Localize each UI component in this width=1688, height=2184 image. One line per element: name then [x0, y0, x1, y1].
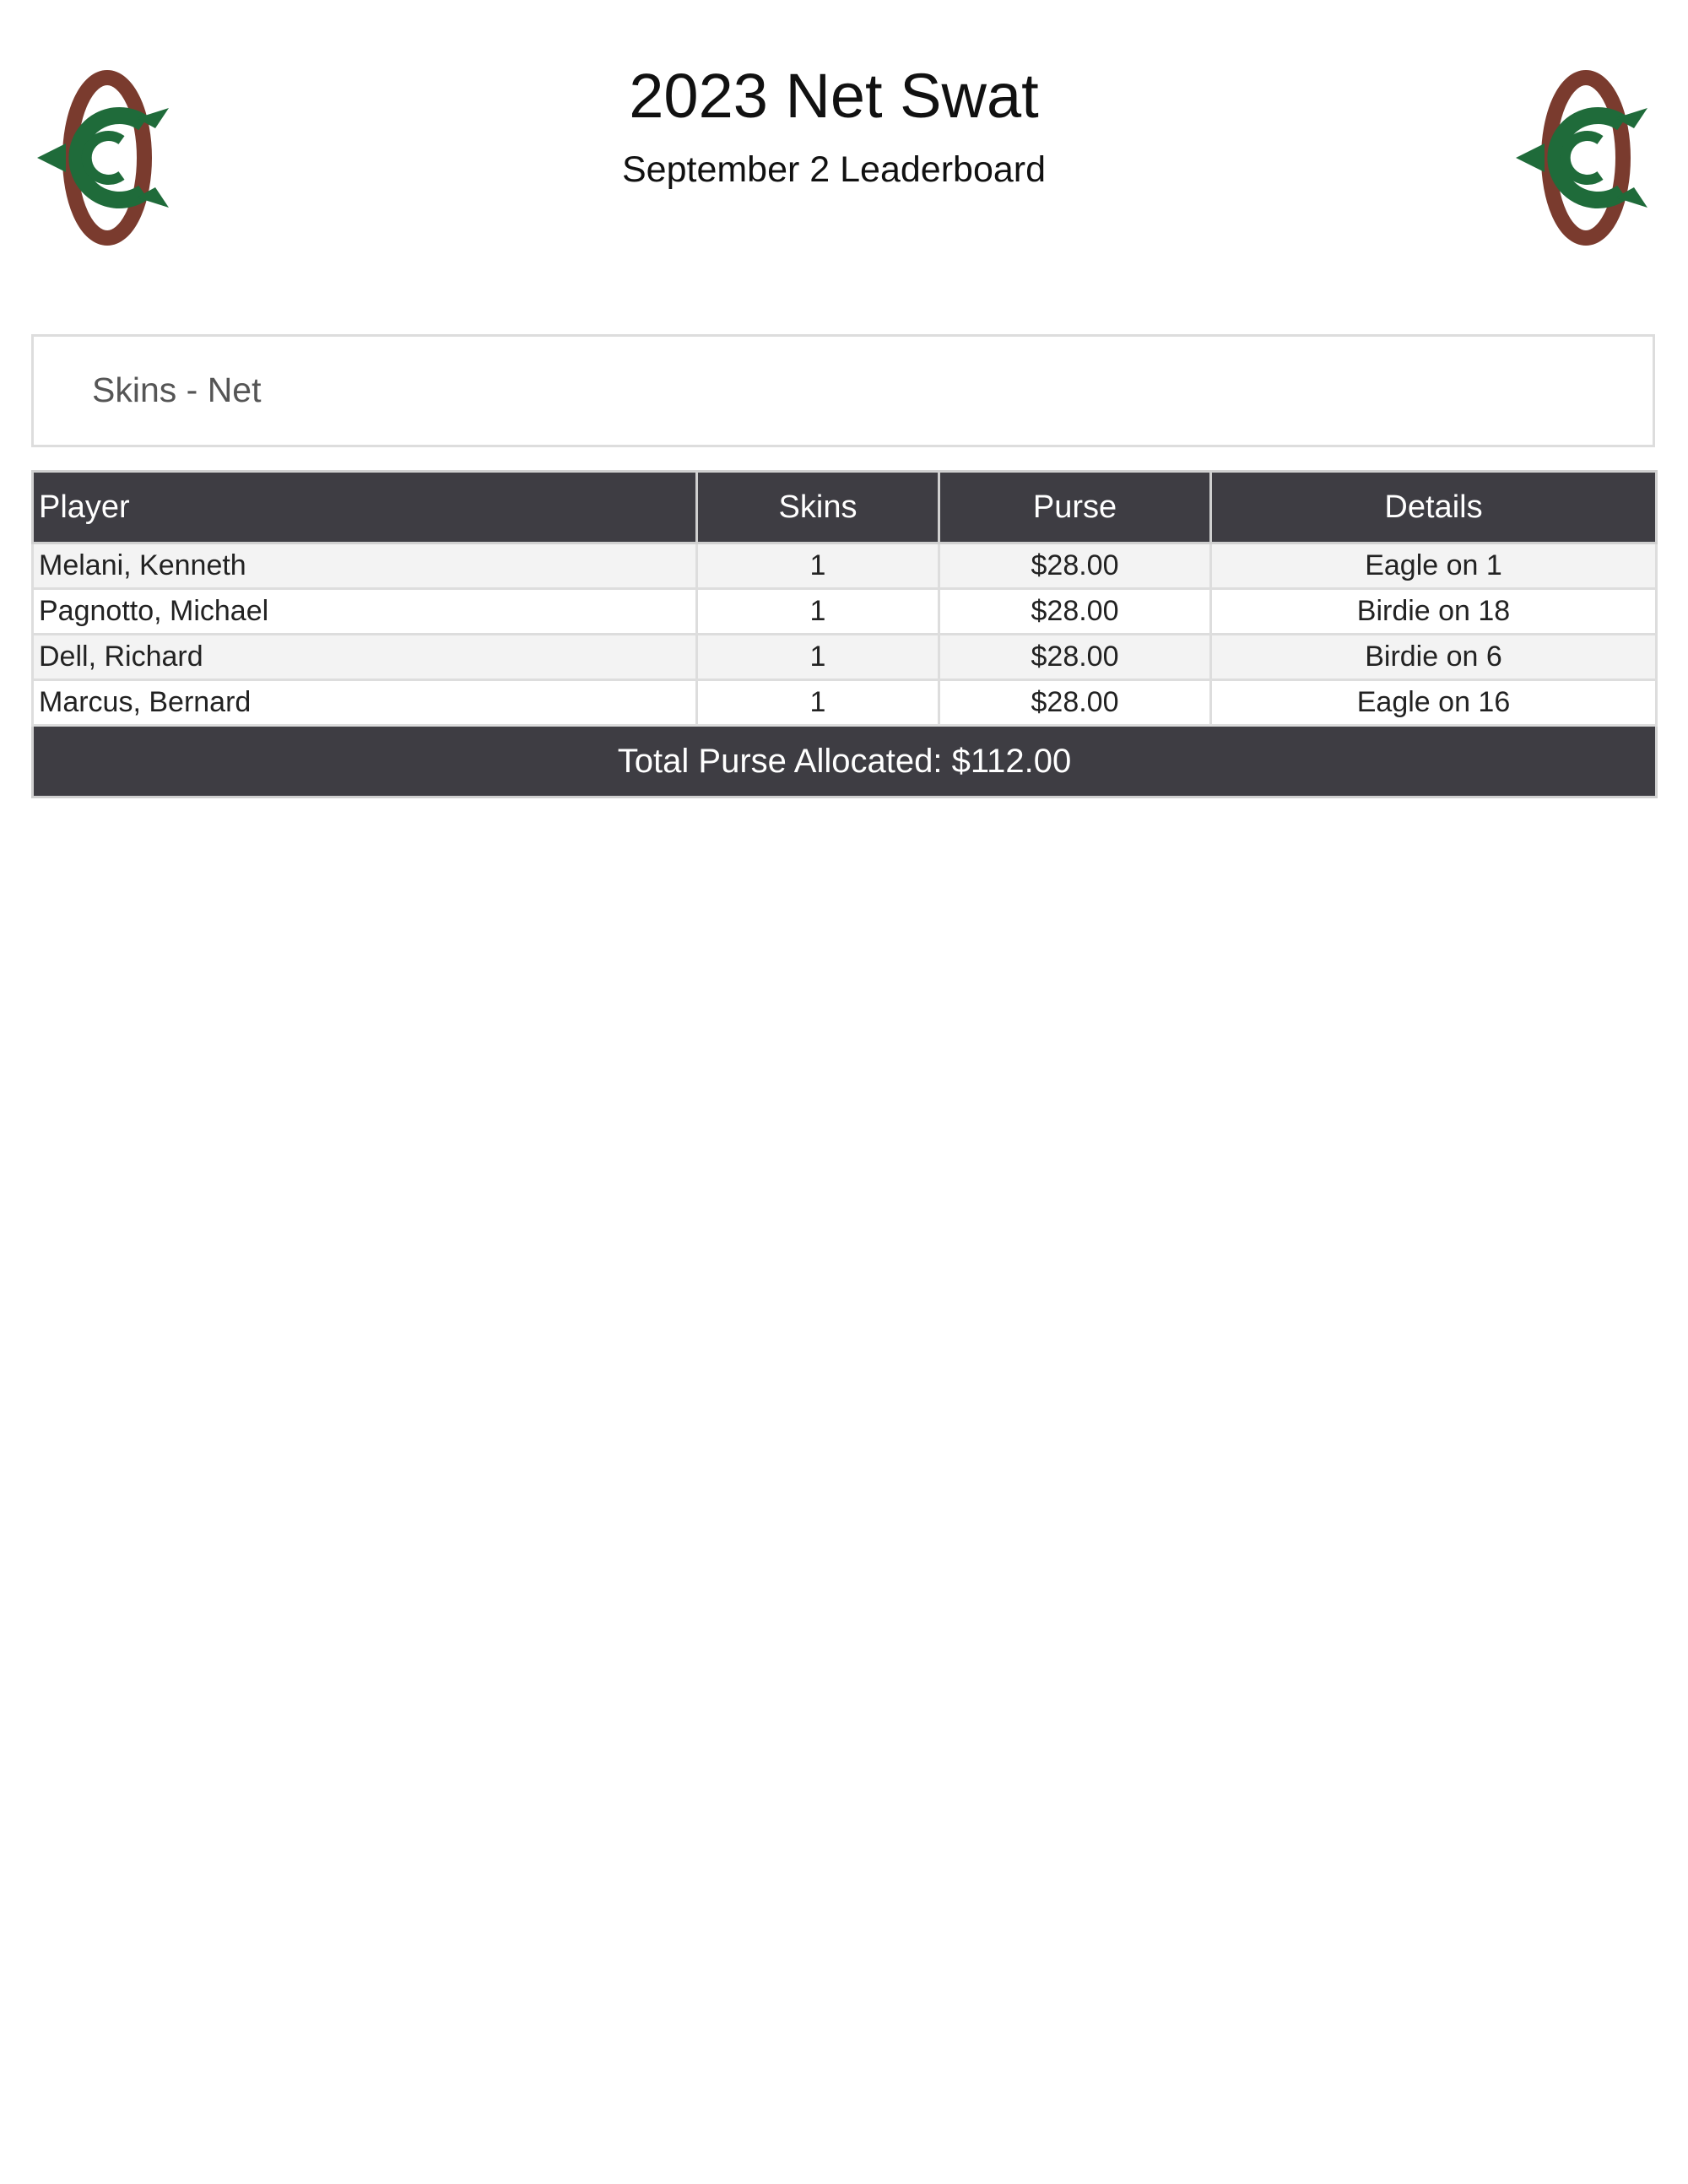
- player-name: Pagnotto, Michael: [33, 589, 697, 635]
- player-name: Melani, Kenneth: [33, 543, 697, 589]
- purse-amount: $28.00: [939, 589, 1211, 635]
- page-title: 2023 Net Swat: [629, 61, 1039, 131]
- table-row: [33, 635, 1657, 680]
- purse-amount: $28.00: [939, 543, 1211, 589]
- purse-amount: $28.00: [939, 680, 1211, 726]
- player-name: Marcus, Bernard: [33, 680, 697, 726]
- table-row: [33, 680, 1657, 726]
- section-label: Skins - Net: [92, 370, 262, 409]
- page-subtitle: September 2 Leaderboard: [621, 149, 1047, 190]
- column-header-player: Player: [33, 472, 697, 543]
- purse-amount: $28.00: [939, 635, 1211, 680]
- skins-count: 1: [697, 543, 939, 589]
- skins-count: 1: [697, 589, 939, 635]
- column-header-skins: Skins: [697, 472, 939, 543]
- skin-details: Eagle on 1: [1211, 543, 1657, 589]
- section-header: [31, 334, 1655, 447]
- table-footer-row: [33, 726, 1657, 797]
- column-header-details: Details: [1211, 472, 1657, 543]
- table-row: [33, 589, 1657, 635]
- skins-count: 1: [697, 680, 939, 726]
- player-name: Dell, Richard: [33, 635, 697, 680]
- skin-details: Eagle on 16: [1211, 680, 1657, 726]
- total-purse: Total Purse Allocated: $112.00: [33, 726, 1657, 797]
- table-header-row: [33, 472, 1657, 543]
- skin-details: Birdie on 6: [1211, 635, 1657, 680]
- leaderboard-table: [31, 470, 1658, 798]
- table-row: [33, 543, 1657, 589]
- skin-details: Birdie on 18: [1211, 589, 1657, 635]
- column-header-purse: Purse: [939, 472, 1211, 543]
- skins-count: 1: [697, 635, 939, 680]
